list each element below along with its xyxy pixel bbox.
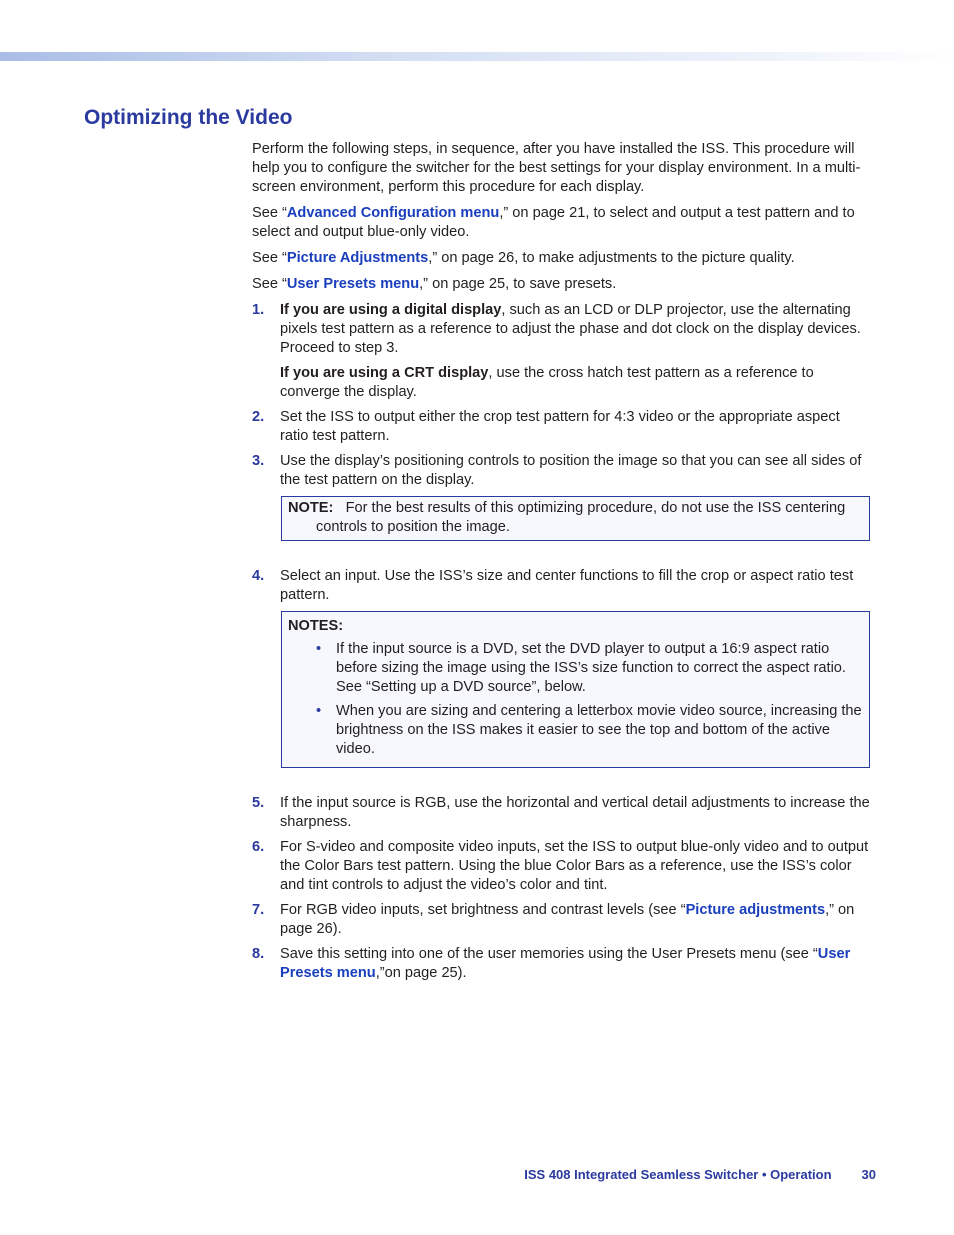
reference-picture-adjustments: See “Picture Adjustments,” on page 26, to make adjustments to the picture quality.	[252, 250, 795, 266]
link-picture-adjustments-step7[interactable]: Picture adjustments	[685, 902, 826, 918]
step-number: 8.	[252, 946, 265, 962]
bullet-icon: •	[316, 703, 322, 719]
step-number: 2.	[252, 409, 265, 425]
bullet-icon: •	[316, 641, 322, 657]
list-item: • When you are sizing and centering a letterbox movie video source, increasing the brightness on the ISS makes it easier to see the top and bottom of the active video.	[316, 703, 862, 757]
link-user-presets-menu[interactable]: User Presets menu	[286, 276, 420, 292]
step-4: 4. Select an input. Use the ISS’s size and center functions to fill the crop or aspect ratio test pattern.	[252, 568, 854, 603]
note-label: NOTE:	[288, 500, 334, 516]
header-gradient-bar	[0, 52, 954, 61]
note-box	[281, 496, 870, 541]
step-2: 2. Set the ISS to output either the crop test pattern for 4:3 video or the appropriate aspect ratio test pattern.	[252, 409, 840, 444]
step-1-crt: If you are using a CRT display, use the cross hatch test pattern as a reference to converge the display.	[280, 365, 814, 400]
step-5: 5. If the input source is RGB, use the horizontal and vertical detail adjustments to increase the sharpness.	[252, 795, 870, 830]
step-7: 7. For RGB video inputs, set brightness and contrast levels (see “Picture adjustments,” on page 26).	[252, 902, 855, 937]
step-number: 3.	[252, 453, 265, 469]
reference-user-presets: See “User Presets menu,” on page 25, to save presets.	[252, 276, 617, 292]
step-number: 5.	[252, 795, 265, 811]
step-6: 6. For S-video and composite video inputs, set the ISS to output blue-only video and to output the Color Bars test pattern. Using the blue Color Bars as a reference, use the ISS’s color and tint controls to adjust the video’s color and tint.	[252, 839, 869, 893]
reference-advanced-config: See “Advanced Configuration menu,” on page 21, to select and output a test pattern and to select and output blue-only video.	[252, 205, 855, 240]
step-number: 7.	[252, 902, 265, 918]
step-number: 4.	[252, 568, 265, 584]
step-3: 3. Use the display’s positioning controls to position the image so that you can see all sides of the test pattern on the display.	[252, 453, 862, 488]
step-number: 1.	[252, 302, 265, 318]
link-advanced-configuration-menu[interactable]: Advanced Configuration menu	[286, 205, 500, 221]
notes-label: NOTES:	[288, 618, 344, 634]
page-title: Optimizing the Video	[84, 106, 293, 129]
page-number: 30	[861, 1167, 876, 1182]
step-8: 8. Save this setting into one of the user memories using the User Presets menu (see “User Presets menu,”on page 25).	[252, 946, 851, 981]
page-footer	[524, 1167, 876, 1182]
footer-title: ISS 408 Integrated Seamless Switcher • Operation	[524, 1167, 832, 1182]
step-1: 1. If you are using a digital display, such as an LCD or DLP projector, use the alternating pixels test pattern as a reference to adjust the phase and dot clock on the display devices. Proceed to step 3.	[252, 302, 861, 356]
notes-box	[281, 611, 870, 768]
intro-paragraph: Perform the following steps, in sequence, after you have installed the ISS. This procedure will help you to configure the switcher for the best settings for your display environment. In a multi-screen environment, perform this procedure for each display.	[252, 141, 861, 195]
main-content	[252, 140, 870, 989]
note-text: NOTE: For the best results of this optimizing procedure, do not use the ISS centering controls to position the image.	[288, 500, 846, 535]
step-number: 6.	[252, 839, 265, 855]
link-picture-adjustments[interactable]: Picture Adjustments	[286, 250, 429, 266]
list-item: • If the input source is a DVD, set the DVD player to output a 16:9 aspect ratio before sizing the image using the ISS’s size function to correct the aspect ratio. See “Setting up a DVD source”, below.	[316, 641, 846, 695]
link-user-presets-menu-step8[interactable]: User Presets menu	[280, 946, 851, 981]
